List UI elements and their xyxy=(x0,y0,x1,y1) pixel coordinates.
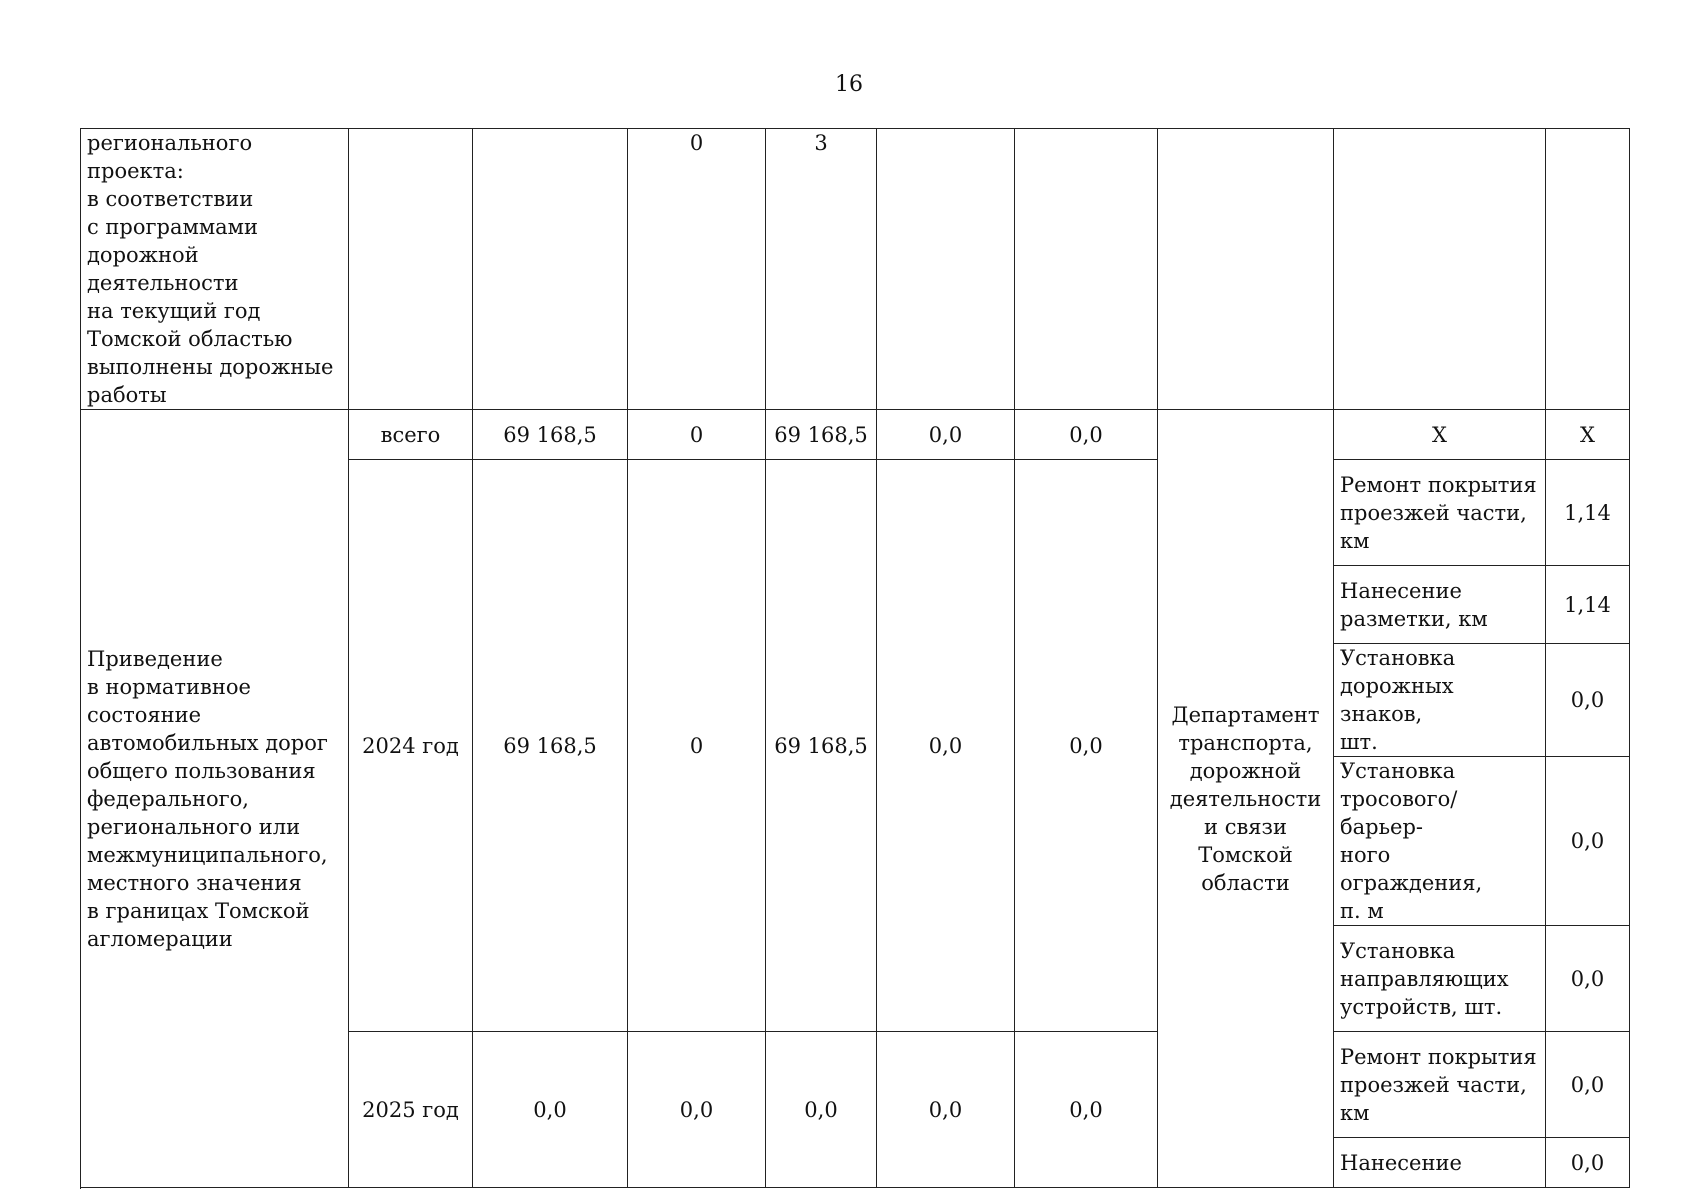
indicator-value: 0,0 xyxy=(1546,926,1630,1032)
period-value: 0,0 xyxy=(877,1032,1015,1188)
continuation-cell-value: 0 xyxy=(628,129,766,410)
period-row-total xyxy=(81,410,1630,460)
period-value: 69 168,5 xyxy=(473,410,628,460)
continuation-cell-empty xyxy=(349,129,473,410)
indicator-value: 0,0 xyxy=(1546,1032,1630,1138)
indicator-name: Установка дорожных знаков, шт. xyxy=(1334,644,1546,757)
indicator-value: Х xyxy=(1546,410,1630,460)
continuation-cell-empty xyxy=(1158,129,1334,410)
period-value: 0,0 xyxy=(1015,460,1158,1032)
continuation-description: регионального проекта: в соответствии с программами дорожной деятельности на текущий год Томской областью выполнены дорожные работы xyxy=(81,129,349,410)
responsible-executor: Департамент транспорта, дорожной деятельности и связи Томской области xyxy=(1158,410,1334,1188)
continuation-cell-empty xyxy=(877,129,1015,410)
indicator-value: 1,14 xyxy=(1546,566,1630,644)
measure-name: Приведение в нормативное состояние автомобильных дорог общего пользования федерального, регионального или межмуниципального, местного значения в границах Томской агломерации xyxy=(81,410,349,1188)
indicator-value: 0,0 xyxy=(1546,1138,1630,1188)
period-value: 0,0 xyxy=(766,1032,877,1188)
indicator-name: Установка направляющих устройств, шт. xyxy=(1334,926,1546,1032)
period-value: 0,0 xyxy=(877,410,1015,460)
period-value: 0,0 xyxy=(1015,1032,1158,1188)
continuation-cell-empty xyxy=(1015,129,1158,410)
period-value: 69 168,5 xyxy=(766,460,877,1032)
period-value: 69 168,5 xyxy=(766,410,877,460)
period-value: 0,0 xyxy=(1015,410,1158,460)
continuation-cell-empty xyxy=(473,129,628,410)
continuation-row xyxy=(81,129,1630,410)
program-table xyxy=(80,128,1630,1188)
period-value: 69 168,5 xyxy=(473,460,628,1032)
period-label: 2025 год xyxy=(349,1032,473,1188)
indicator-name: Ремонт покрытия проезжей части, км xyxy=(1334,460,1546,566)
indicator-value: 0,0 xyxy=(1546,757,1630,926)
continuation-cell-value: 3 xyxy=(766,129,877,410)
period-value: 0 xyxy=(628,460,766,1032)
indicator-value: 1,14 xyxy=(1546,460,1630,566)
period-value: 0 xyxy=(628,410,766,460)
period-value: 0,0 xyxy=(473,1032,628,1188)
period-label: 2024 год xyxy=(349,460,473,1032)
indicator-name: Установка тросового/барьер- ного ограждения, п. м xyxy=(1334,757,1546,926)
indicator-name: Х xyxy=(1334,410,1546,460)
indicator-name: Ремонт покрытия проезжей части, км xyxy=(1334,1032,1546,1138)
continuation-cell-empty xyxy=(1334,129,1546,410)
period-value: 0,0 xyxy=(877,460,1015,1032)
indicator-value: 0,0 xyxy=(1546,644,1630,757)
indicator-name: Нанесение xyxy=(1334,1138,1546,1188)
period-label: всего xyxy=(349,410,473,460)
page-number: 16 xyxy=(835,72,863,97)
period-value: 0,0 xyxy=(628,1032,766,1188)
indicator-name: Нанесение разметки, км xyxy=(1334,566,1546,644)
continuation-cell-empty xyxy=(1546,129,1630,410)
